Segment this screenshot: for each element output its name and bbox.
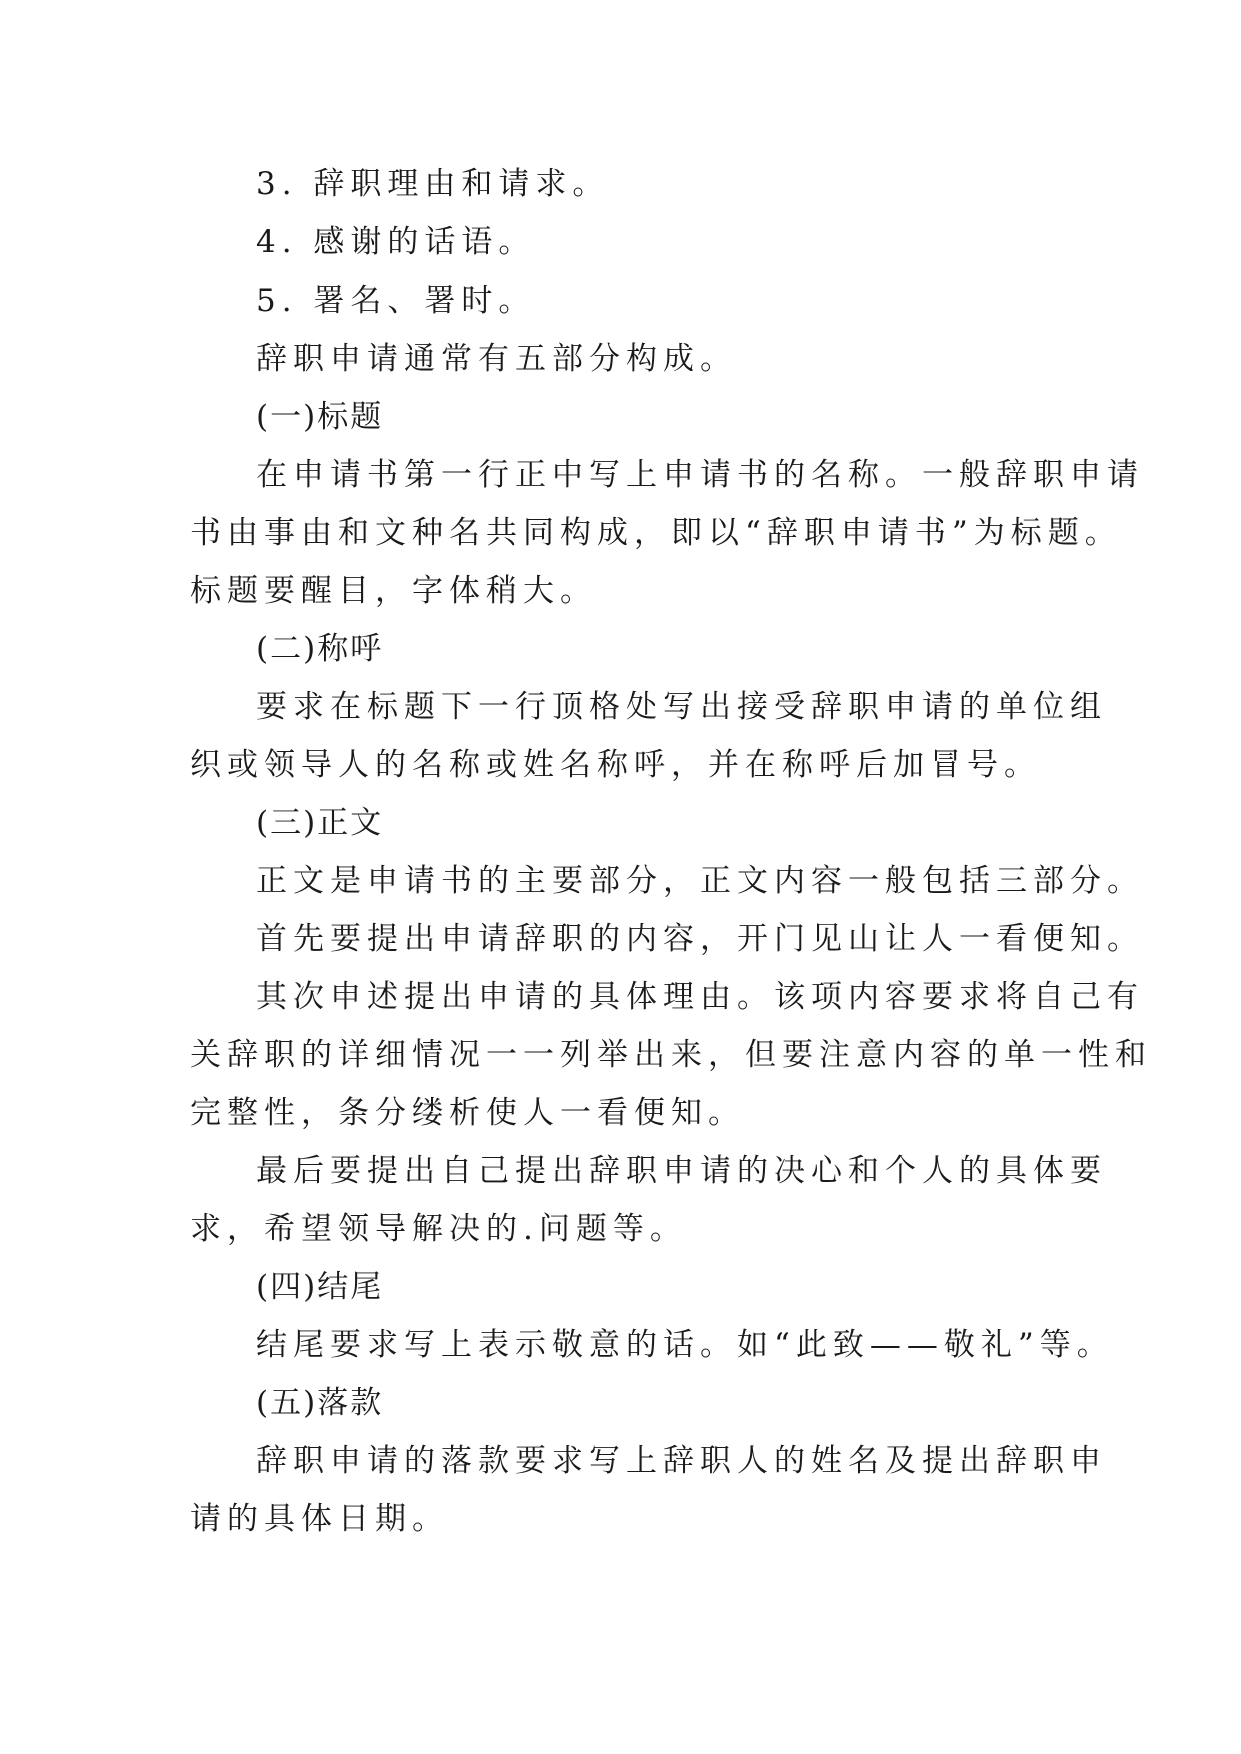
paragraph-line: 要求在标题下一行顶格处写出接受辞职申请的单位组: [256, 689, 1107, 725]
paragraph-line: 其次申述提出申请的具体理由。该项内容要求将自己有: [256, 979, 1144, 1015]
intro-paragraph: 辞职申请通常有五部分构成。: [256, 341, 737, 377]
section-heading-salutation: (二)称呼: [256, 631, 384, 667]
section-heading-body: (三)正文: [256, 805, 384, 841]
paragraph-line: 辞职申请的落款要求写上辞职人的姓名及提出辞职申: [256, 1443, 1107, 1479]
paragraph-line: 最后要提出自己提出辞职申请的决心和个人的具体要: [256, 1153, 1107, 1189]
paragraph-line: 在申请书第一行正中写上申请书的名称。一般辞职申请: [256, 457, 1144, 493]
list-item-3: 3. 辞职理由和请求。: [256, 166, 610, 202]
paragraph-line: 完整性，条分缕析使人一看便知。: [190, 1095, 745, 1131]
paragraph-line: 书由事由和文种名共同构成，即以“辞职申请书”为标题。: [190, 515, 1122, 551]
paragraph-line: 求，希望领导解决的.问题等。: [190, 1211, 687, 1247]
paragraph-line: 首先要提出申请辞职的内容，开门见山让人一看便知。: [256, 921, 1144, 957]
paragraph-line: 请的具体日期。: [190, 1501, 449, 1537]
paragraph-line: 正文是申请书的主要部分，正文内容一般包括三部分。: [256, 863, 1144, 899]
list-item-4: 4. 感谢的话语。: [256, 224, 536, 260]
section-heading-title: (一)标题: [256, 399, 384, 435]
paragraph-line: 关辞职的详细情况一一列举出来，但要注意内容的单一性和: [190, 1037, 1152, 1073]
list-item-5: 5. 署名、署时。: [256, 283, 536, 319]
section-heading-signature: (五)落款: [256, 1385, 384, 1421]
paragraph-line: 织或领导人的名称或姓名称呼，并在称呼后加冒号。: [190, 747, 1041, 783]
paragraph-line: 标题要醒目，字体稍大。: [190, 573, 597, 609]
paragraph-line: 结尾要求写上表示敬意的话。如“此致——敬礼”等。: [256, 1327, 1114, 1363]
section-heading-closing: (四)结尾: [256, 1269, 384, 1305]
